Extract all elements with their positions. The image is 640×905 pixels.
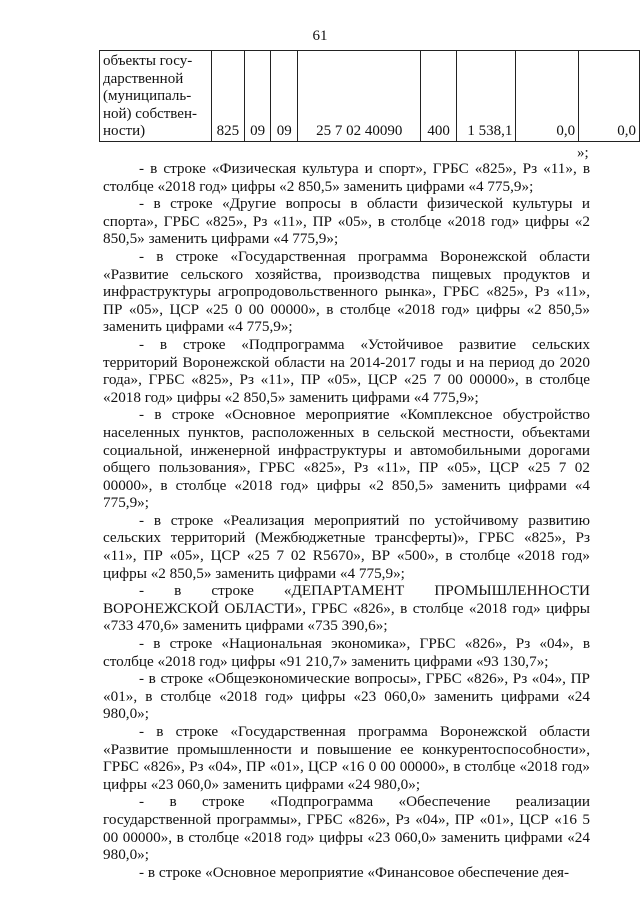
paragraph: - в строке «Основное мероприятие «Комплексное обустройство населенных пунктов, расположенных в сельской местности, объектами социальной, инженерной инфраструктуры и автомобильными дорогами общего пользования», ГРБС «825», Рз «11», ПР «05», ЦСР «25 7 02 00000», в столбце «2018 год» цифры «2 850,5» заменить цифрами «4 775,9»; <box>103 406 590 512</box>
paragraph: - в строке «Национальная экономика», ГРБС «826», Рз «04», в столбце «2018 год» цифры «91 210,7» заменить цифрами «93 130,7»; <box>103 635 590 670</box>
page-number: 61 <box>312 28 328 44</box>
paragraph: - в строке «Подпрограмма «Обеспечение реализации государственной программы», ГРБС «826», Рз «04», ПР «01», ЦСР «16 5 00 00000», в столбце «2018 год» цифры «23 060,0» заменить цифрами «24 980,0»; <box>103 793 590 864</box>
paragraph: - в строке «Физическая культура и спорт», ГРБС «825», Рз «11», в столбце «2018 год» цифры «2 850,5» заменить цифрами «4 775,9»; <box>103 160 590 195</box>
paragraph: - в строке «Другие вопросы в области физической культуры и спорта», ГРБС «825», Рз «11», ПР «05», в столбце «2018 год» цифры «2 850,5» заменить цифрами «4 775,9»; <box>103 195 590 248</box>
paragraph: - в строке «Государственная программа Воронежской области «Развитие промышленности и повышение ее конкурентоспособности», ГРБС «826», Рз «04», ПР «01», ЦСР «16 0 00 00000», в столбце «2018 год» цифры «23 060,0» заменить цифрами «24 980,0»; <box>103 723 590 793</box>
table-cell-rz: 09 <box>244 51 271 142</box>
paragraph: - в строке «ДЕПАРТАМЕНТ ПРОМЫШЛЕННОСТИ ВОРОНЕЖСКОЙ ОБЛАСТИ», ГРБС «826», в столбце «2018 год» цифры «733 470,6» заменить цифрами «735 390,6»; <box>103 582 590 635</box>
document-body <box>103 160 590 881</box>
paragraph: - в строке «Подпрограмма «Устойчивое развитие сельских территорий Воронежской области на 2014-2017 годы и на период до 2020 года», ГРБС «825», Рз «11», ПР «05», ЦСР «25 7 00 00000», в столбце «2018 год» цифры «2 850,5» заменить цифрами «4 775,9»; <box>103 335 590 406</box>
name-line: ности) <box>103 123 146 139</box>
paragraph: - в строке «Общеэкономические вопросы», ГРБС «826», Рз «04», ПР «01», в столбце «2018 год» цифры «23 060,0» заменить цифрами «24 980,0»; <box>103 670 590 723</box>
table-row <box>100 51 640 142</box>
paragraph: - в строке «Государственная программа Воронежской области «Развитие сельского хозяйства, производства пищевых продуктов и инфраструктуры агропродовольственного рынка», ГРБС «825», Рз «11», ПР «05», ЦСР «25 0 00 00000», в столбце «2018 год» цифры «2 850,5» заменить цифрами «4 775,9»; <box>103 247 590 336</box>
table-cell-csr: 25 7 02 40090 <box>298 51 421 142</box>
table-closing-mark: »; <box>577 145 589 161</box>
table-cell-name <box>100 51 212 142</box>
table-cell-2020: 0,0 <box>579 51 640 142</box>
budget-table <box>99 50 640 142</box>
paragraph: - в строке «Реализация мероприятий по устойчивому развитию сельских территорий (Межбюджетные трансферты)», ГРБС «825», Рз «11», ПР «05», ЦСР «25 7 02 R5670», ВР «500», в столбце «2018 год» цифры «2 850,5» заменить цифрами «4 775,9»; <box>103 511 590 582</box>
name-line: ной) собствен- <box>103 105 197 122</box>
table-cell-grbs: 825 <box>211 51 244 142</box>
table-cell-2019: 0,0 <box>516 51 579 142</box>
name-line: (муниципаль- <box>103 88 192 104</box>
name-line: объекты госу- <box>103 53 193 69</box>
name-line: дарственной <box>103 70 184 87</box>
table-cell-pr: 09 <box>271 51 298 142</box>
table-cell-2018: 1 538,1 <box>456 51 516 142</box>
table-cell-vr: 400 <box>421 51 457 142</box>
paragraph: - в строке «Основное мероприятие «Финансовое обеспечение дея- <box>139 863 570 881</box>
